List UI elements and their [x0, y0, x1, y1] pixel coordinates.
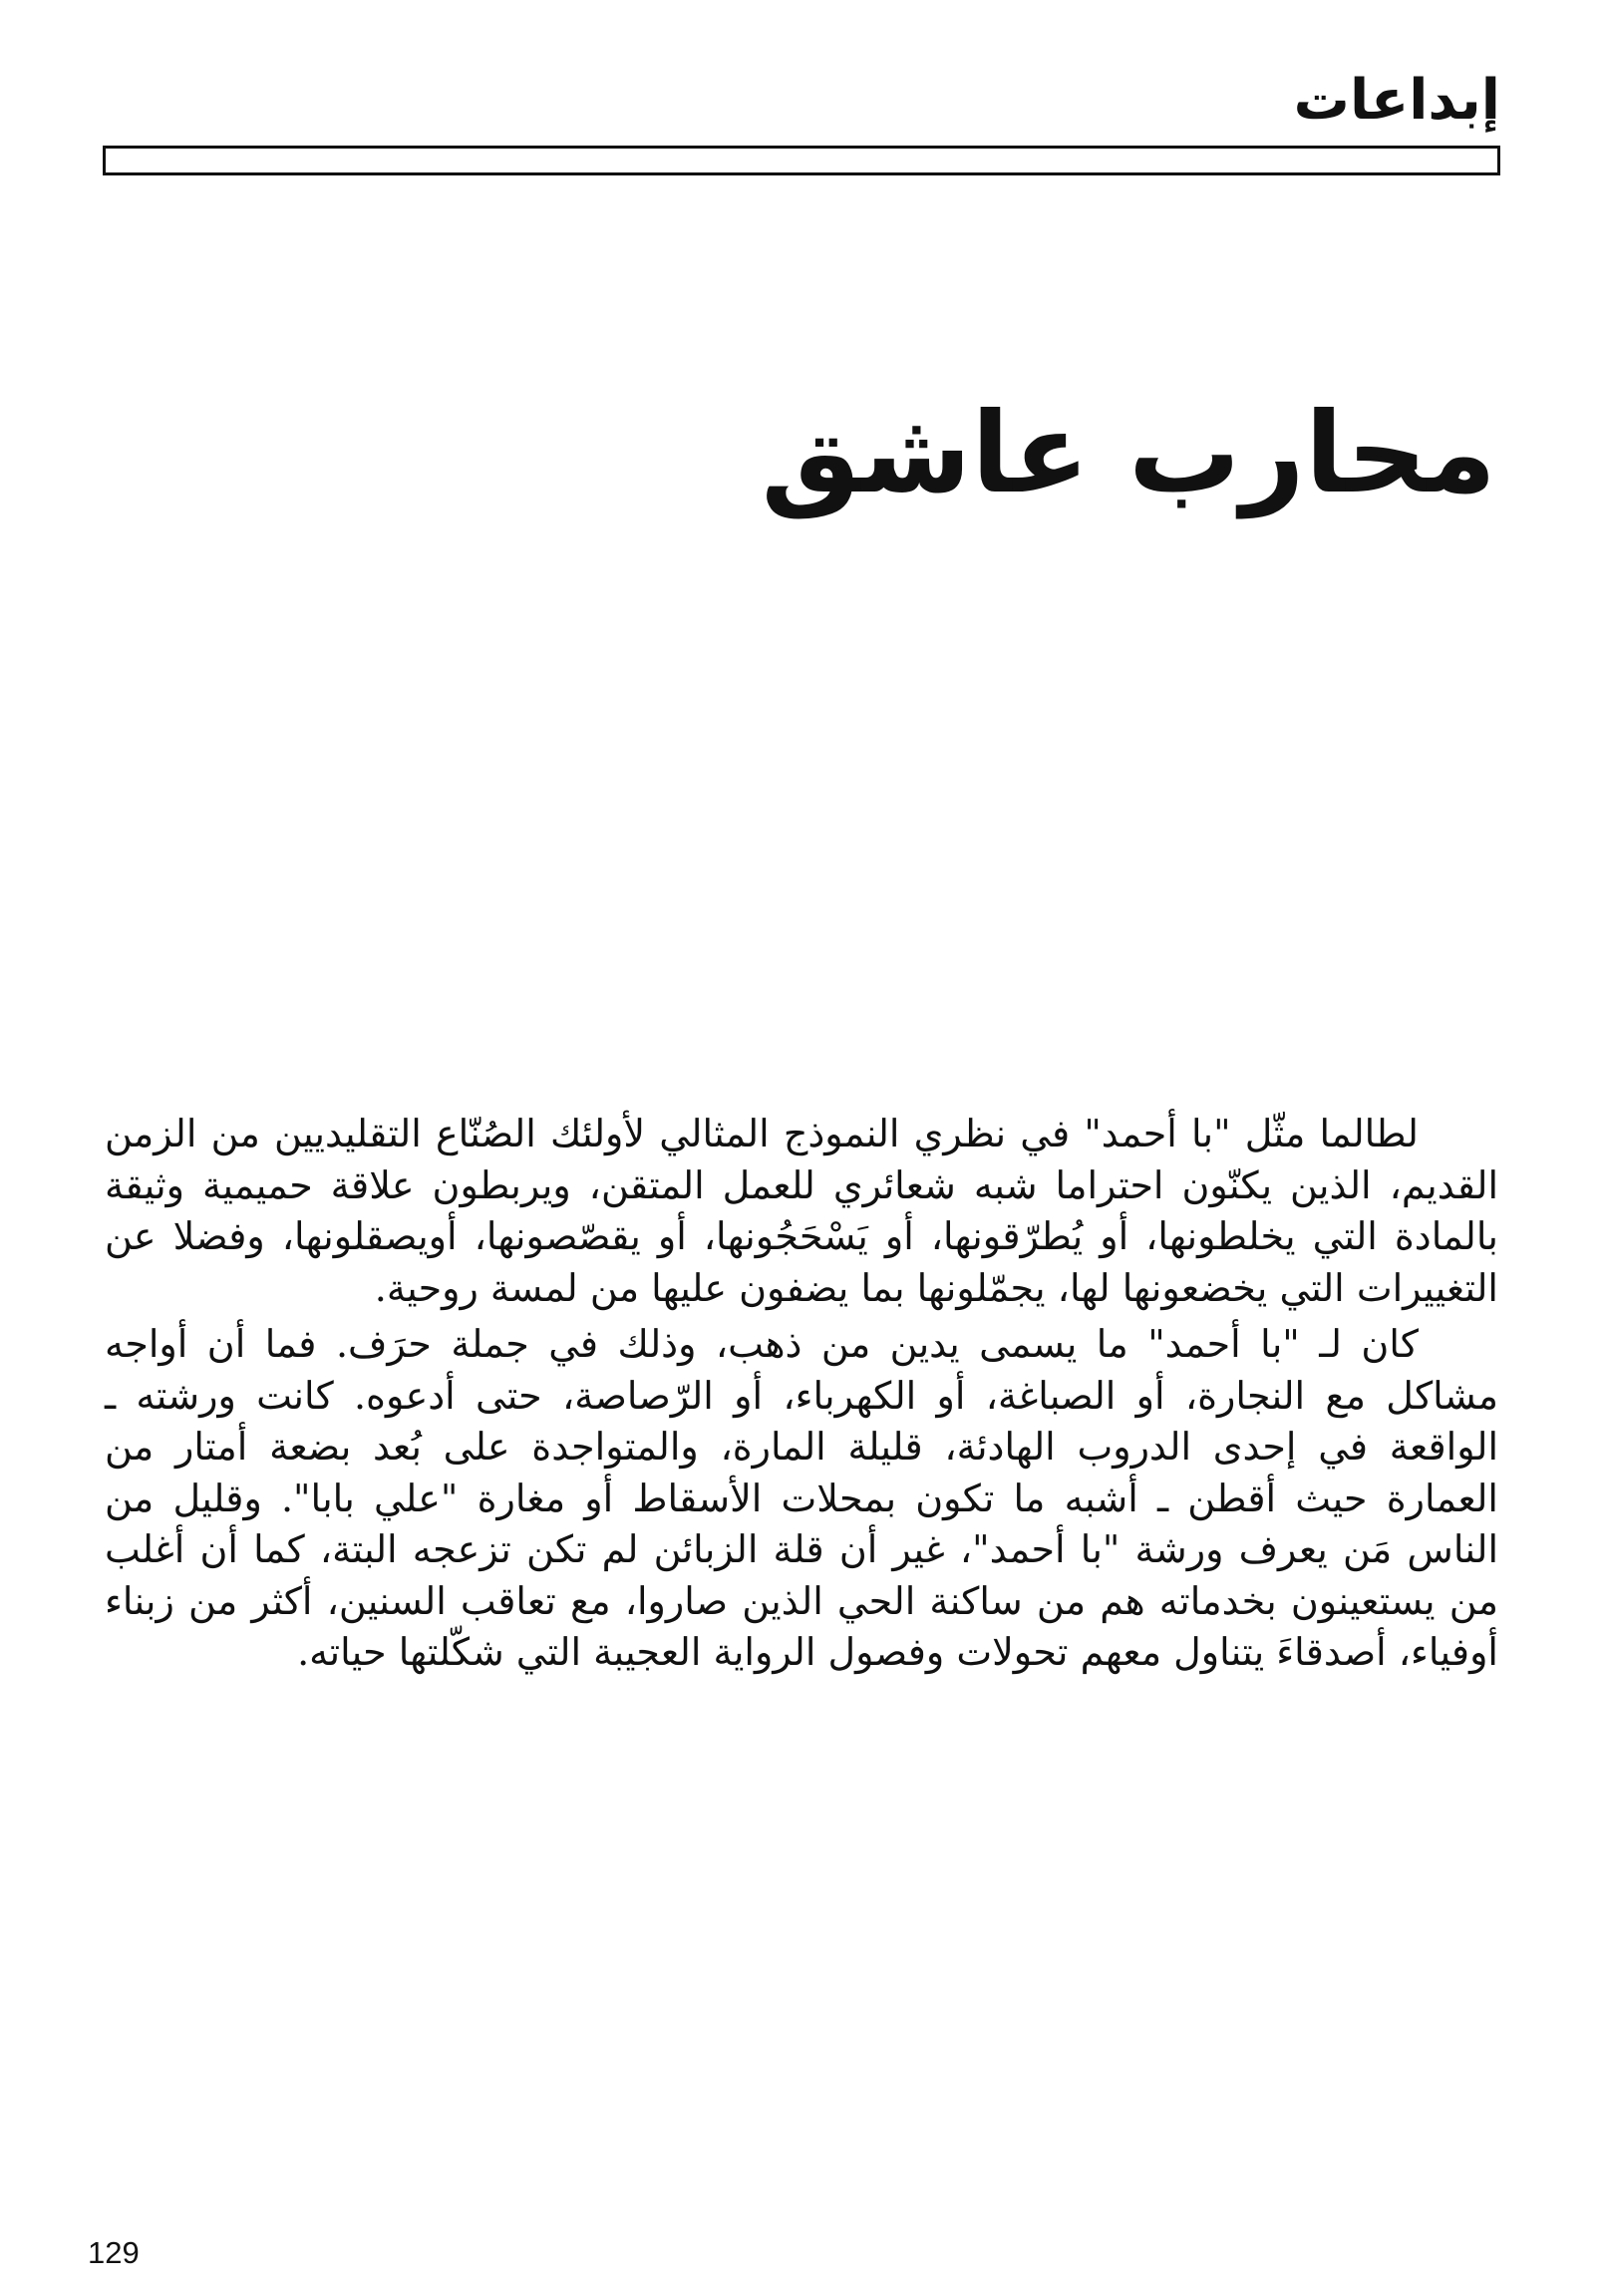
page-number: 129 — [88, 2235, 140, 2270]
article-body — [105, 1109, 1498, 1684]
section-label: إبداعات — [1293, 68, 1500, 133]
paragraph-2: كان لـ "با أحمد" ما يسمى يدين من ذهب، وذلك في جملة حرَف. فما أن أواجه مشاكل مع النجارة، أو الصباغة، أو الكهرباء، أو الرّصاصة، حتى أدعوه. كانت ورشته ـ الواقعة في إحدى الدروب الهادئة، قليلة المارة، والمتواجدة على بُعد بضعة أمتار من العمارة حيث أقطن ـ أشبه ما تكون بمحلات الأسقاط أو مغارة "علي بابا". وقليل من الناس مَن يعرف ورشة "با أحمد"، غير أن قلة الزبائن لم تكن تزعجه البتة، كما أن أغلب من يستعينون بخدماته هم من ساكنة الحي الذين صاروا، مع تعاقب السنين، أكثر من زبناء أوفياء، أصدقاءَ يتناول معهم تحولات وفصول الرواية العجيبة التي شكّلتها حياته. — [105, 1322, 1498, 1674]
article-title: محارب عاشق — [761, 389, 1496, 518]
section-header — [103, 62, 1500, 175]
header-rule — [103, 146, 1500, 175]
paragraph-1: لطالما مثّل "با أحمد" في نظري النموذج المثالي لأولئك الصُنّاع التقليديين من الزمن القديم، الذين يكنّون احتراما شبه شعائري للعمل المتقن، ويربطون علاقة حميمية وثيقة بالمادة التي يخلطونها، أو يُطرّقونها، أو يَسْحَجُونها، أو يقصّصونها، أويصقلونها، وفضلا عن التغييرات التي يخضعونها لها، يجمّلونها بما يضفون عليها من لمسة روحية. — [105, 1112, 1498, 1310]
